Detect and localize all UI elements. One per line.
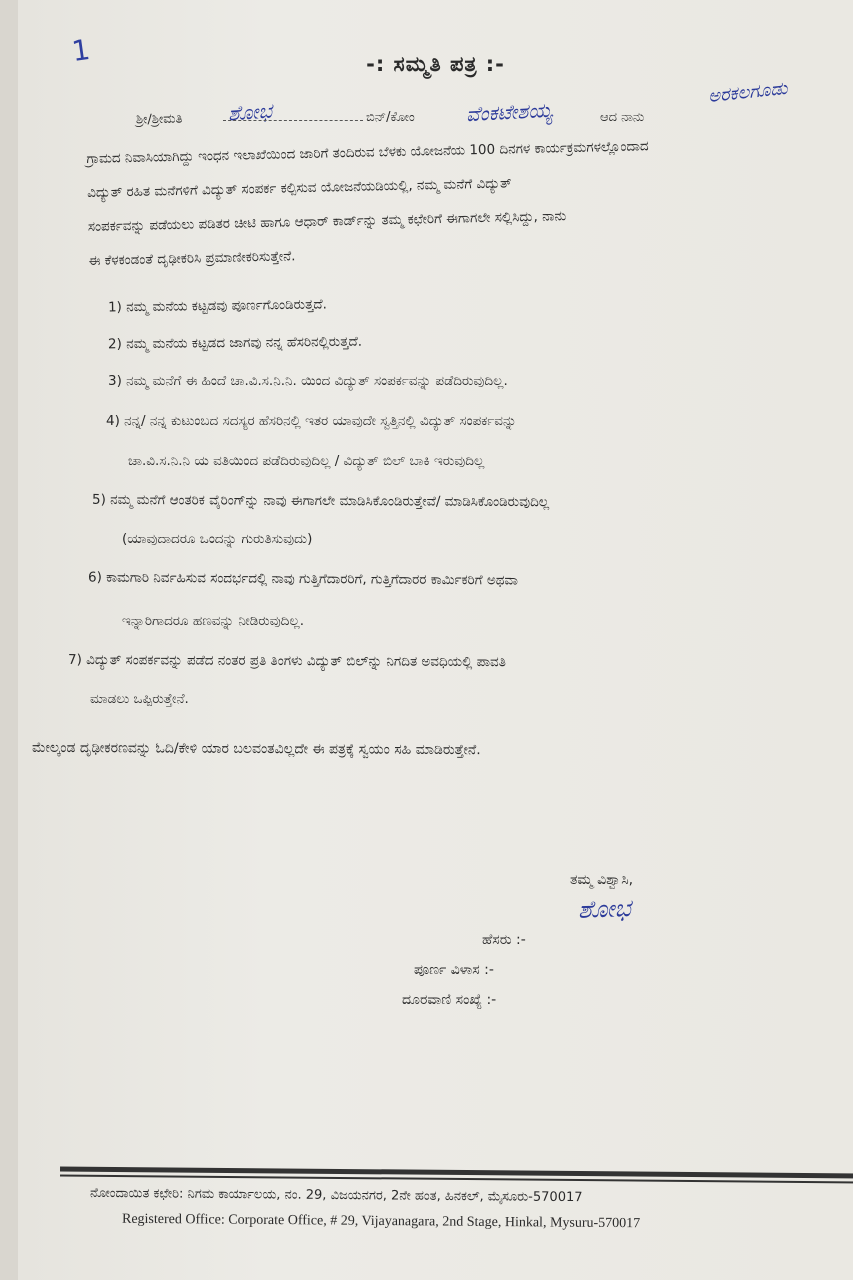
page-marker: 1	[69, 32, 93, 69]
footer-kannada: ನೋಂದಾಯಿತ ಕಛೇರಿ: ನಿಗಮ ಕಾರ್ಯಾಲಯ, ನಂ. 29, ವಿಜಯನಗರ, 2ನೇ ಹಂತ, ಹಿನಕಲ್, ಮೈಸೂರು-570017	[89, 1185, 583, 1206]
name-underline	[223, 120, 363, 121]
address-field-label: ಪೂರ್ಣ ವಿಳಾಸ :-	[414, 962, 494, 978]
handwritten-name: ಶೋಭ	[227, 98, 273, 126]
relation-label: ಬಿನ್/ಕೋಂ	[366, 110, 415, 125]
item-6: 6) ಕಾಮಗಾರಿ ನಿರ್ವಹಿಸುವ ಸಂದರ್ಭದಲ್ಲಿ ನಾವು ಗುತ್ತಿಗೆದಾರರಿಗೆ, ಗುತ್ತಿಗೆದಾರರ ಕಾರ್ಮಿಕರಿಗೆ ಅಥವಾ	[87, 569, 518, 589]
handwritten-relation: ವೆಂಕಟೇಶಯ್ಯ	[465, 97, 553, 127]
item-4: 4) ನನ್ನ/ ನನ್ನ ಕುಟುಂಬದ ಸದಸ್ಯರ ಹೆಸರಿನಲ್ಲಿ ಇತರ ಯಾವುದೇ ಸ್ವತ್ತಿನಲ್ಲಿ ವಿದ್ಯುತ್ ಸಂಪರ್ಕವನ್ನು	[106, 413, 517, 429]
name-field-label: ಹೆಸರು :-	[482, 932, 526, 948]
item-1: 1) ನಮ್ಮ ಮನೆಯ ಕಟ್ಟಡವು ಪೂರ್ಣಗೊಂಡಿರುತ್ತದೆ.	[107, 296, 328, 316]
item-7-cont: ಮಾಡಲು ಒಪ್ಪಿರುತ್ತೇನೆ.	[90, 691, 189, 707]
declaration-text: ಮೇಲ್ಕಂಡ ದೃಢೀಕರಣವನ್ನು ಓದಿ/ಕೇಳಿ ಯಾರ ಬಲವಂತವಿಲ್ಲದೇ ಈ ಪತ್ರಕ್ಕೆ ಸ್ವಯಂ ಸಹಿ ಮಾಡಿರುತ್ತೇನೆ.	[31, 739, 481, 759]
footer-english: Registered Office: Corporate Office, # 29, Vijayanagara, 2nd Stage, Hinkal, Mysuru-570017	[121, 1211, 641, 1232]
item-4-cont: ಚಾ.ವಿ.ಸ.ನಿ.ನಿ ಯ ವತಿಯಿಂದ ಪಡೆದಿರುವುದಿಲ್ಲ / ವಿದ್ಯುತ್ ಬಿಲ್ ಬಾಕಿ ಇರುವುದಿಲ್ಲ	[128, 453, 485, 469]
item-2: 2) ನಮ್ಮ ಮನೆಯ ಕಟ್ಟಡದ ಜಾಗವು ನನ್ನ ಹೆಸರಿನಲ್ಲಿರುತ್ತದೆ.	[107, 333, 363, 353]
phone-field-label: ದೂರವಾಣಿ ಸಂಖ್ಯೆ :-	[402, 992, 497, 1008]
item-5-note: (ಯಾವುದಾದರೂ ಒಂದನ್ನು ಗುರುತಿಸುವುದು)	[122, 531, 313, 547]
closing-salutation: ತಮ್ಮ ವಿಶ್ವಾಸಿ,	[570, 872, 634, 888]
document-page	[18, 0, 853, 1280]
intro-line: ಈ ಕೆಳಕಂಡಂತೆ ದೃಢೀಕರಿಸಿ ಪ್ರಮಾಣೀಕರಿಸುತ್ತೇನೆ.	[88, 248, 296, 269]
name-label: ಶ್ರೀ/ಶ್ರೀಮತಿ	[135, 111, 183, 128]
item-6-cont: ಇನ್ನಾರಿಗಾದರೂ ಹಣವನ್ನು ನೀಡಿರುವುದಿಲ್ಲ.	[122, 613, 305, 629]
item-7: 7) ವಿದ್ಯುತ್ ಸಂಪರ್ಕವನ್ನು ಪಡೆದ ನಂತರ ಪ್ರತಿ ತಿಂಗಳು ವಿದ್ಯುತ್ ಬಿಲ್‌ನ್ನು ನಿಗದಿತ ಅವಧಿಯಲ್ಲಿ ಪಾವತಿ	[67, 651, 506, 671]
item-3: 3) ನಮ್ಮ ಮನೆಗೆ ಈ ಹಿಂದೆ ಚಾ.ವಿ.ಸ.ನಿ.ನಿ. ಯಿಂದ ವಿದ್ಯುತ್ ಸಂಪರ್ಕವನ್ನು ಪಡೆದಿರುವುದಿಲ್ಲ.	[108, 373, 508, 389]
handwritten-village: ಅರಕಲಗೂಡು	[707, 77, 789, 108]
document-title: -: ಸಮ್ಮತಿ ಪತ್ರ :-	[366, 52, 505, 76]
suffix-label: ಆದ ನಾನು	[600, 110, 645, 125]
signature: ಶೋಭ	[577, 894, 632, 924]
intro-line: ಸಂಪರ್ಕವನ್ನು ಪಡೆಯಲು ಪಡಿತರ ಚೀಟಿ ಹಾಗೂ ಆಧಾರ್ ಕಾರ್ಡ್‌ನ್ನು ತಮ್ಮ ಕಛೇರಿಗೆ ಈಗಾಗಲೇ ಸಲ್ಲಿಸಿದ್ದು, ನಾನು	[87, 208, 567, 235]
intro-paragraph	[86, 126, 809, 278]
intro-line: ವಿದ್ಯುತ್ ರಹಿತ ಮನೆಗಳಿಗೆ ವಿದ್ಯುತ್ ಸಂಪರ್ಕ ಕಲ್ಪಿಸುವ ಯೋಜನೆಯಡಿಯಲ್ಲಿ, ನಮ್ಮ ಮನೆಗೆ ವಿದ್ಯುತ್	[86, 175, 512, 201]
intro-line: ಗ್ರಾಮದ ನಿವಾಸಿಯಾಗಿದ್ದು ಇಂಧನ ಇಲಾಖೆಯಿಂದ ಜಾರಿಗೆ ತಂದಿರುವ ಬೆಳಕು ಯೋಜನೆಯ 100 ದಿನಗಳ ಕಾರ್ಯಕ್ರಮಗಳಲ್ಲೊಂದಾದ	[86, 138, 649, 167]
item-5: 5) ನಮ್ಮ ಮನೆಗೆ ಆಂತರಿಕ ವೈರಿಂಗ್‌ನ್ನು ನಾವು ಈಗಾಗಲೇ ಮಾಡಿಸಿಕೊಂಡಿರುತ್ತೇವೆ/ ಮಾಡಿಸಿಕೊಂಡಿರುವುದಿಲ್ಲ	[91, 491, 550, 511]
